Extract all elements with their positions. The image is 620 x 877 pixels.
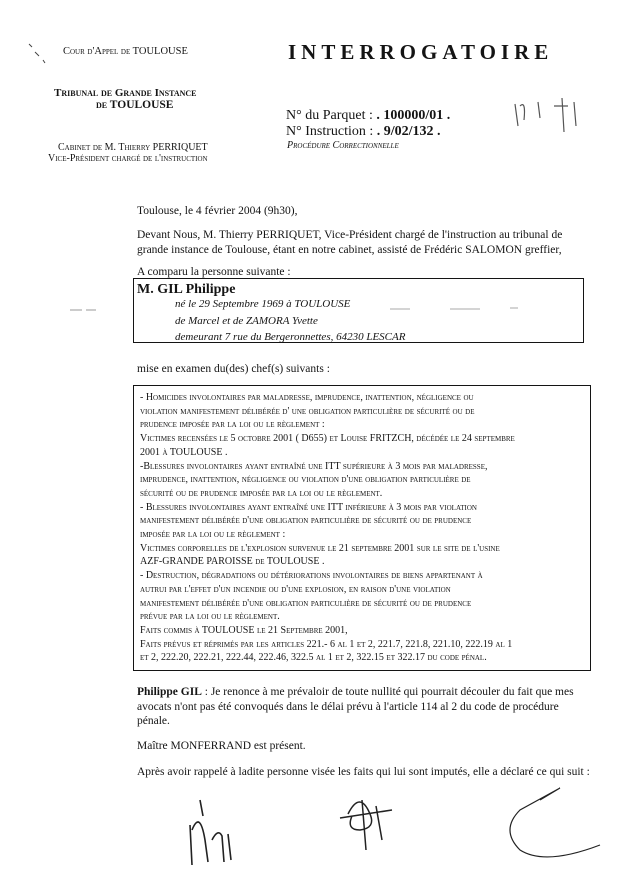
instruction-ref [286,124,441,140]
date-line: Toulouse, le 4 février 2004 (9h30), [137,205,298,217]
charge-line: prévue par la loi ou le règlement. [140,611,280,623]
charge-line: prudence imposée par la loi ou le règlement : [140,419,325,431]
redaction-marks [70,305,590,325]
mise-en-examen-line: mise en examen du(des) chef(s) suivants : [137,363,330,375]
signatures [0,770,620,877]
statement-paragraph [137,685,587,729]
instruction-label: N° Instruction : [286,124,374,139]
charges-list [140,391,586,665]
handwritten-annotation [510,96,590,136]
charge-line: violation manifestement délibérée d' une obligation particulière de sécurité ou de [140,405,475,417]
cabinet-name: Cabinet de M. Thierry PERRIQUET [58,142,208,153]
charge-line: - Homicides involontaires par maladresse, imprudence, inattention, négligence ou [140,392,474,403]
charge-line: Faits prévus et réprimés par les articles 221.- 6 al 1 et 2, 221.7, 221.8, 221.10, 222.19 al 1 [140,638,513,650]
person-parents: de Marcel et de ZAMORA Yvette [175,315,318,327]
charge-line: manifestement délibérée d'une obligation particulière de sécurité ou de prudence [140,597,472,609]
lawyer-line: Maître MONFERRAND est présent. [137,740,306,752]
tribunal-name: Tribunal de Grande Instance [54,87,197,99]
charge-line: imprudence, inattention, négligence ou violation d'une obligation particulière de [140,474,471,486]
parquet-ref [286,108,450,124]
charge-line: autrui par l'effet d'un incendie ou d'une explosion, en raison d'une violation [140,583,451,595]
cabinet-role: Vice-Président chargé de l'instruction [48,153,208,164]
person-address: demeurant 7 rue du Bergeronnettes, 64230 LESCAR [175,331,406,343]
charge-line: manifestement délibérée d'une obligation particulière de sécurité ou de prudence [140,515,472,527]
charge-line: AZF-GRANDE PAROISSE de TOULOUSE . [140,556,325,568]
charge-line: - Destruction, dégradations ou détériorations involontaires de biens appartenant à [140,570,483,582]
corner-mark [25,40,55,70]
apres-line: Après avoir rappelé à ladite personne visée les faits qui lui sont imputés, elle a déclaré ce qui suit : [137,766,590,778]
instruction-value: . 9/02/132 . [376,124,441,139]
charge-line: - Blessures involontaires ayant entraîné une ITT inférieure à 3 mois par violation [140,501,477,513]
document-title: INTERROGATOIRE [288,40,554,64]
parquet-label: N° du Parquet : [286,108,373,123]
charge-line: sécurité ou de prudence imposée par la loi ou le règlement. [140,487,383,499]
statement-speaker: Philippe GIL [137,686,202,698]
person-birth: né le 29 Septembre 1969 à TOULOUSE [175,298,351,310]
charge-line: imposée par la loi ou le règlement : [140,529,286,541]
devant-paragraph: Devant Nous, M. Thierry PERRIQUET, Vice-Président chargé de l'instruction au tribunal de grande instance de Toulouse, étant en notre cabinet, assisté de Frédéric SALOMON greffier, [137,229,563,256]
comparution-line: A comparu la personne suivante : [137,266,291,278]
tribunal-city: de TOULOUSE [96,99,174,111]
court-name: Cour d'Appel de TOULOUSE [63,46,188,57]
charge-line: -Blessures involontaires ayant entraîné une ITT supérieure à 3 mois par maladresse, [140,460,488,472]
procedure-type: Procédure Correctionnelle [287,140,399,151]
person-name: M. GIL Philippe [137,282,236,297]
statement-text: : Je renonce à me prévaloir de toute nullité qui pourrait découler du fait que mes avocats n'ont pas été convoqués dans le délai prévu à l'article 114 al 2 du code de procédure pénale. [137,686,574,727]
charge-line: Faits commis à TOULOUSE le 21 Septembre 2001, [140,624,348,636]
charge-line: Victimes corporelles de l'explosion survenue le 21 septembre 2001 sur le site de l'usine [140,542,500,554]
charge-line: Victimes recensées le 5 octobre 2001 ( D655) et Louise FRITZCH, décédée le 24 septembre [140,433,515,445]
charge-line: et 2, 222.20, 222.21, 222.44, 222.46, 322.5 al 1 et 2, 322.15 et 322.17 du code pénal. [140,652,487,664]
parquet-value: . 100000/01 . [376,108,451,123]
charge-line: 2001 à TOULOUSE . [140,446,228,458]
